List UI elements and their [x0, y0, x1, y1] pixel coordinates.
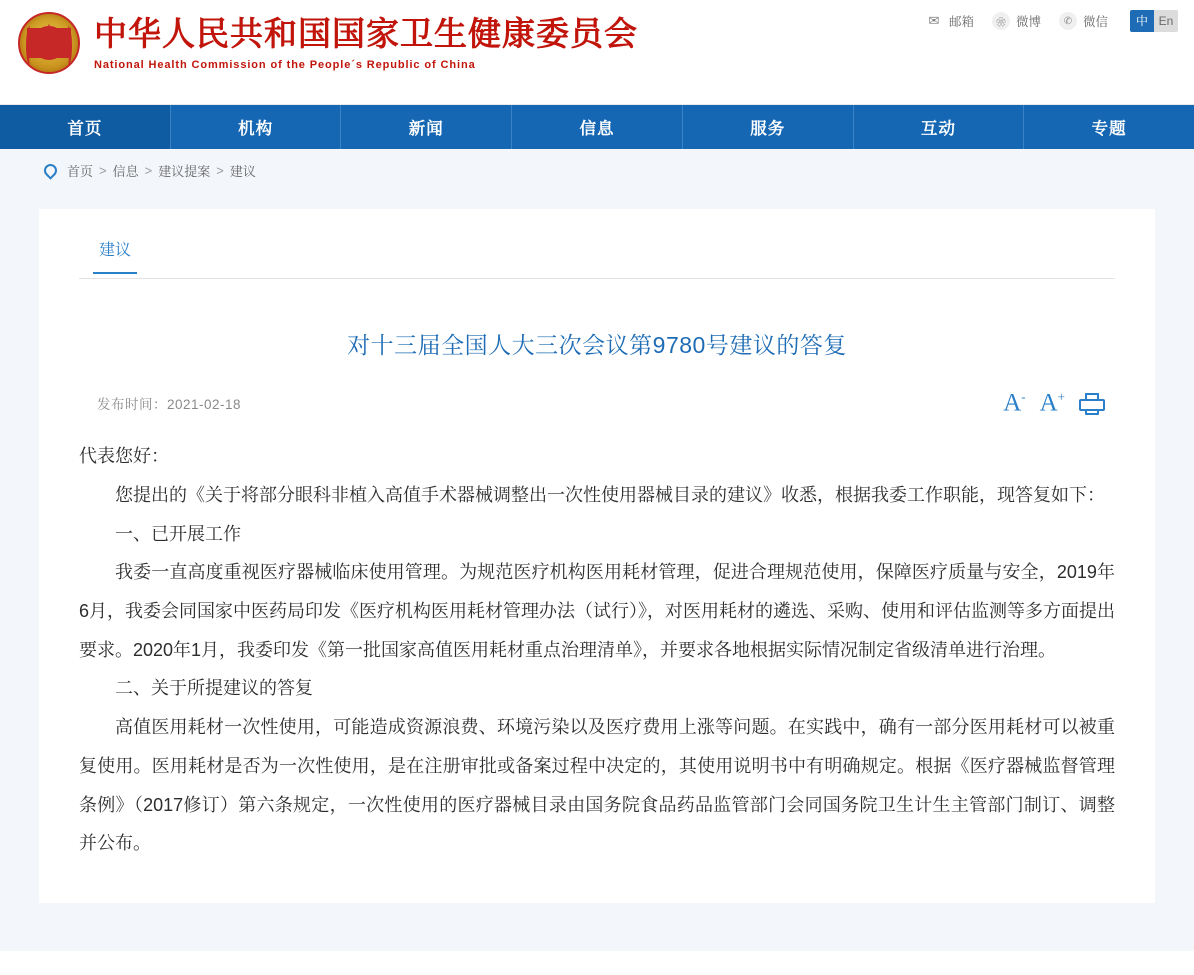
weibo-label: 微博	[1015, 15, 1041, 29]
breadcrumb-item-proposals[interactable]: 建议提案	[158, 163, 211, 179]
site-header	[0, 0, 1194, 105]
document-paragraph: 高值医用耗材一次性使用，可能造成资源浪费、环境污染以及医疗费用上涨等问题。在实践中，确有一部分医用耗材可以被重复使用。医用耗材是否为一次性使用，是在注册审批或备案过程中决定的，其使用说明书中有明确规定。根据《医疗器械监督管理条例》（2017修订）第六条规定，一次性使用的医疗器械目录由国务院食品药品监管部门会同国务院卫生计生主管部门制订、调整并公布。	[79, 717, 1115, 854]
tab-suggestion[interactable]: 建议	[93, 237, 137, 274]
nav-item-topics[interactable]: 专题	[1091, 120, 1127, 138]
printer-icon[interactable]	[1079, 393, 1105, 415]
emblem-star-icon: ★	[42, 22, 56, 37]
document-paragraph: 一、已开展工作	[115, 523, 241, 544]
mail-label: 邮箱	[948, 15, 974, 29]
breadcrumb-separator: >	[216, 162, 224, 178]
document-content	[79, 437, 1115, 863]
language-option-cn[interactable]: 中	[1130, 10, 1154, 32]
document-paragraph: 二、关于所提建议的答复	[115, 678, 313, 699]
mail-link[interactable]	[925, 12, 974, 30]
breadcrumb-separator: >	[144, 162, 153, 178]
emblem-wheat-right-icon	[64, 26, 72, 66]
site-brand[interactable]	[18, 12, 638, 74]
page-body	[0, 191, 1194, 951]
nav-item-news[interactable]: 新闻	[341, 105, 512, 149]
language-switch[interactable]	[1130, 10, 1178, 32]
weibo-link[interactable]	[992, 12, 1041, 30]
document-tools	[1003, 390, 1115, 415]
nav-item-organization[interactable]: 机构	[171, 105, 342, 149]
nav-item-information[interactable]: 信息	[512, 105, 683, 149]
header-tools	[925, 10, 1178, 32]
document-paragraph: 我委一直高度重视医疗器械临床使用管理。为规范医疗机构医用耗材管理，促进合理规范使用，保障医疗质量与安全，2019年6月，我委会同国家中医药局印发《医疗机构医用耗材管理办法（试行）》，对医用耗材的遴选、采购、使用和评估监测等多方面提出要求。2020年1月，我委印发《第一批国家高值医用耗材重点治理清单》，并要求各地根据实际情况制定省级清单进行治理。	[79, 562, 1116, 660]
breadcrumb-separator: >	[99, 162, 107, 178]
font-increase-sup: +	[1057, 389, 1065, 404]
font-increase-button[interactable]: A+	[1039, 389, 1065, 417]
font-decrease-button[interactable]: A-	[1003, 389, 1026, 417]
breadcrumb-item-home[interactable]: 首页	[67, 163, 94, 179]
language-option-en[interactable]: En	[1154, 10, 1178, 32]
breadcrumb-item-information[interactable]: 信息	[112, 163, 139, 179]
wechat-link[interactable]	[1059, 12, 1108, 30]
document-paragraph: 代表您好：	[79, 446, 169, 467]
brand-title-cn: 中华人民共和国国家卫生健康委员会	[94, 15, 638, 53]
wechat-icon: ✆	[1059, 12, 1077, 30]
national-emblem-icon	[18, 12, 80, 74]
location-pin-icon	[41, 161, 59, 179]
emblem-wheat-left-icon	[26, 26, 34, 66]
brand-title-en: National Health Commission of the People´s Republic of China	[94, 58, 476, 71]
nav-item-services[interactable]: 服务	[683, 105, 854, 149]
mail-icon: ✉	[928, 13, 940, 28]
nav-item-interaction[interactable]: 互动	[854, 105, 1025, 149]
nav-item-home[interactable]: 首页	[0, 105, 171, 149]
publish-date-value: 2021-02-18	[167, 396, 242, 412]
emblem-gear-icon	[32, 26, 66, 60]
main-navigation	[0, 105, 1194, 149]
document-tab-bar	[79, 237, 1115, 279]
page-title: 对十三届全国人大三次会议第9780号建议的答复	[347, 332, 847, 358]
publish-date	[79, 393, 241, 413]
document-paragraph: 您提出的《关于将部分眼科非植入高值手术器械调整出一次性使用器械目录的建议》收悉，根据我委工作职能，现答复如下：	[115, 485, 1105, 506]
document-meta-row	[79, 390, 1115, 421]
wechat-label: 微信	[1082, 15, 1108, 29]
brand-text	[94, 15, 638, 71]
weibo-icon: ❀	[992, 12, 1010, 30]
font-decrease-sup: -	[1021, 389, 1026, 404]
breadcrumb	[0, 149, 1194, 191]
publish-date-label: 发布时间：	[97, 396, 167, 412]
document-card	[39, 209, 1155, 903]
breadcrumb-item-suggestion[interactable]: 建议	[229, 163, 256, 179]
